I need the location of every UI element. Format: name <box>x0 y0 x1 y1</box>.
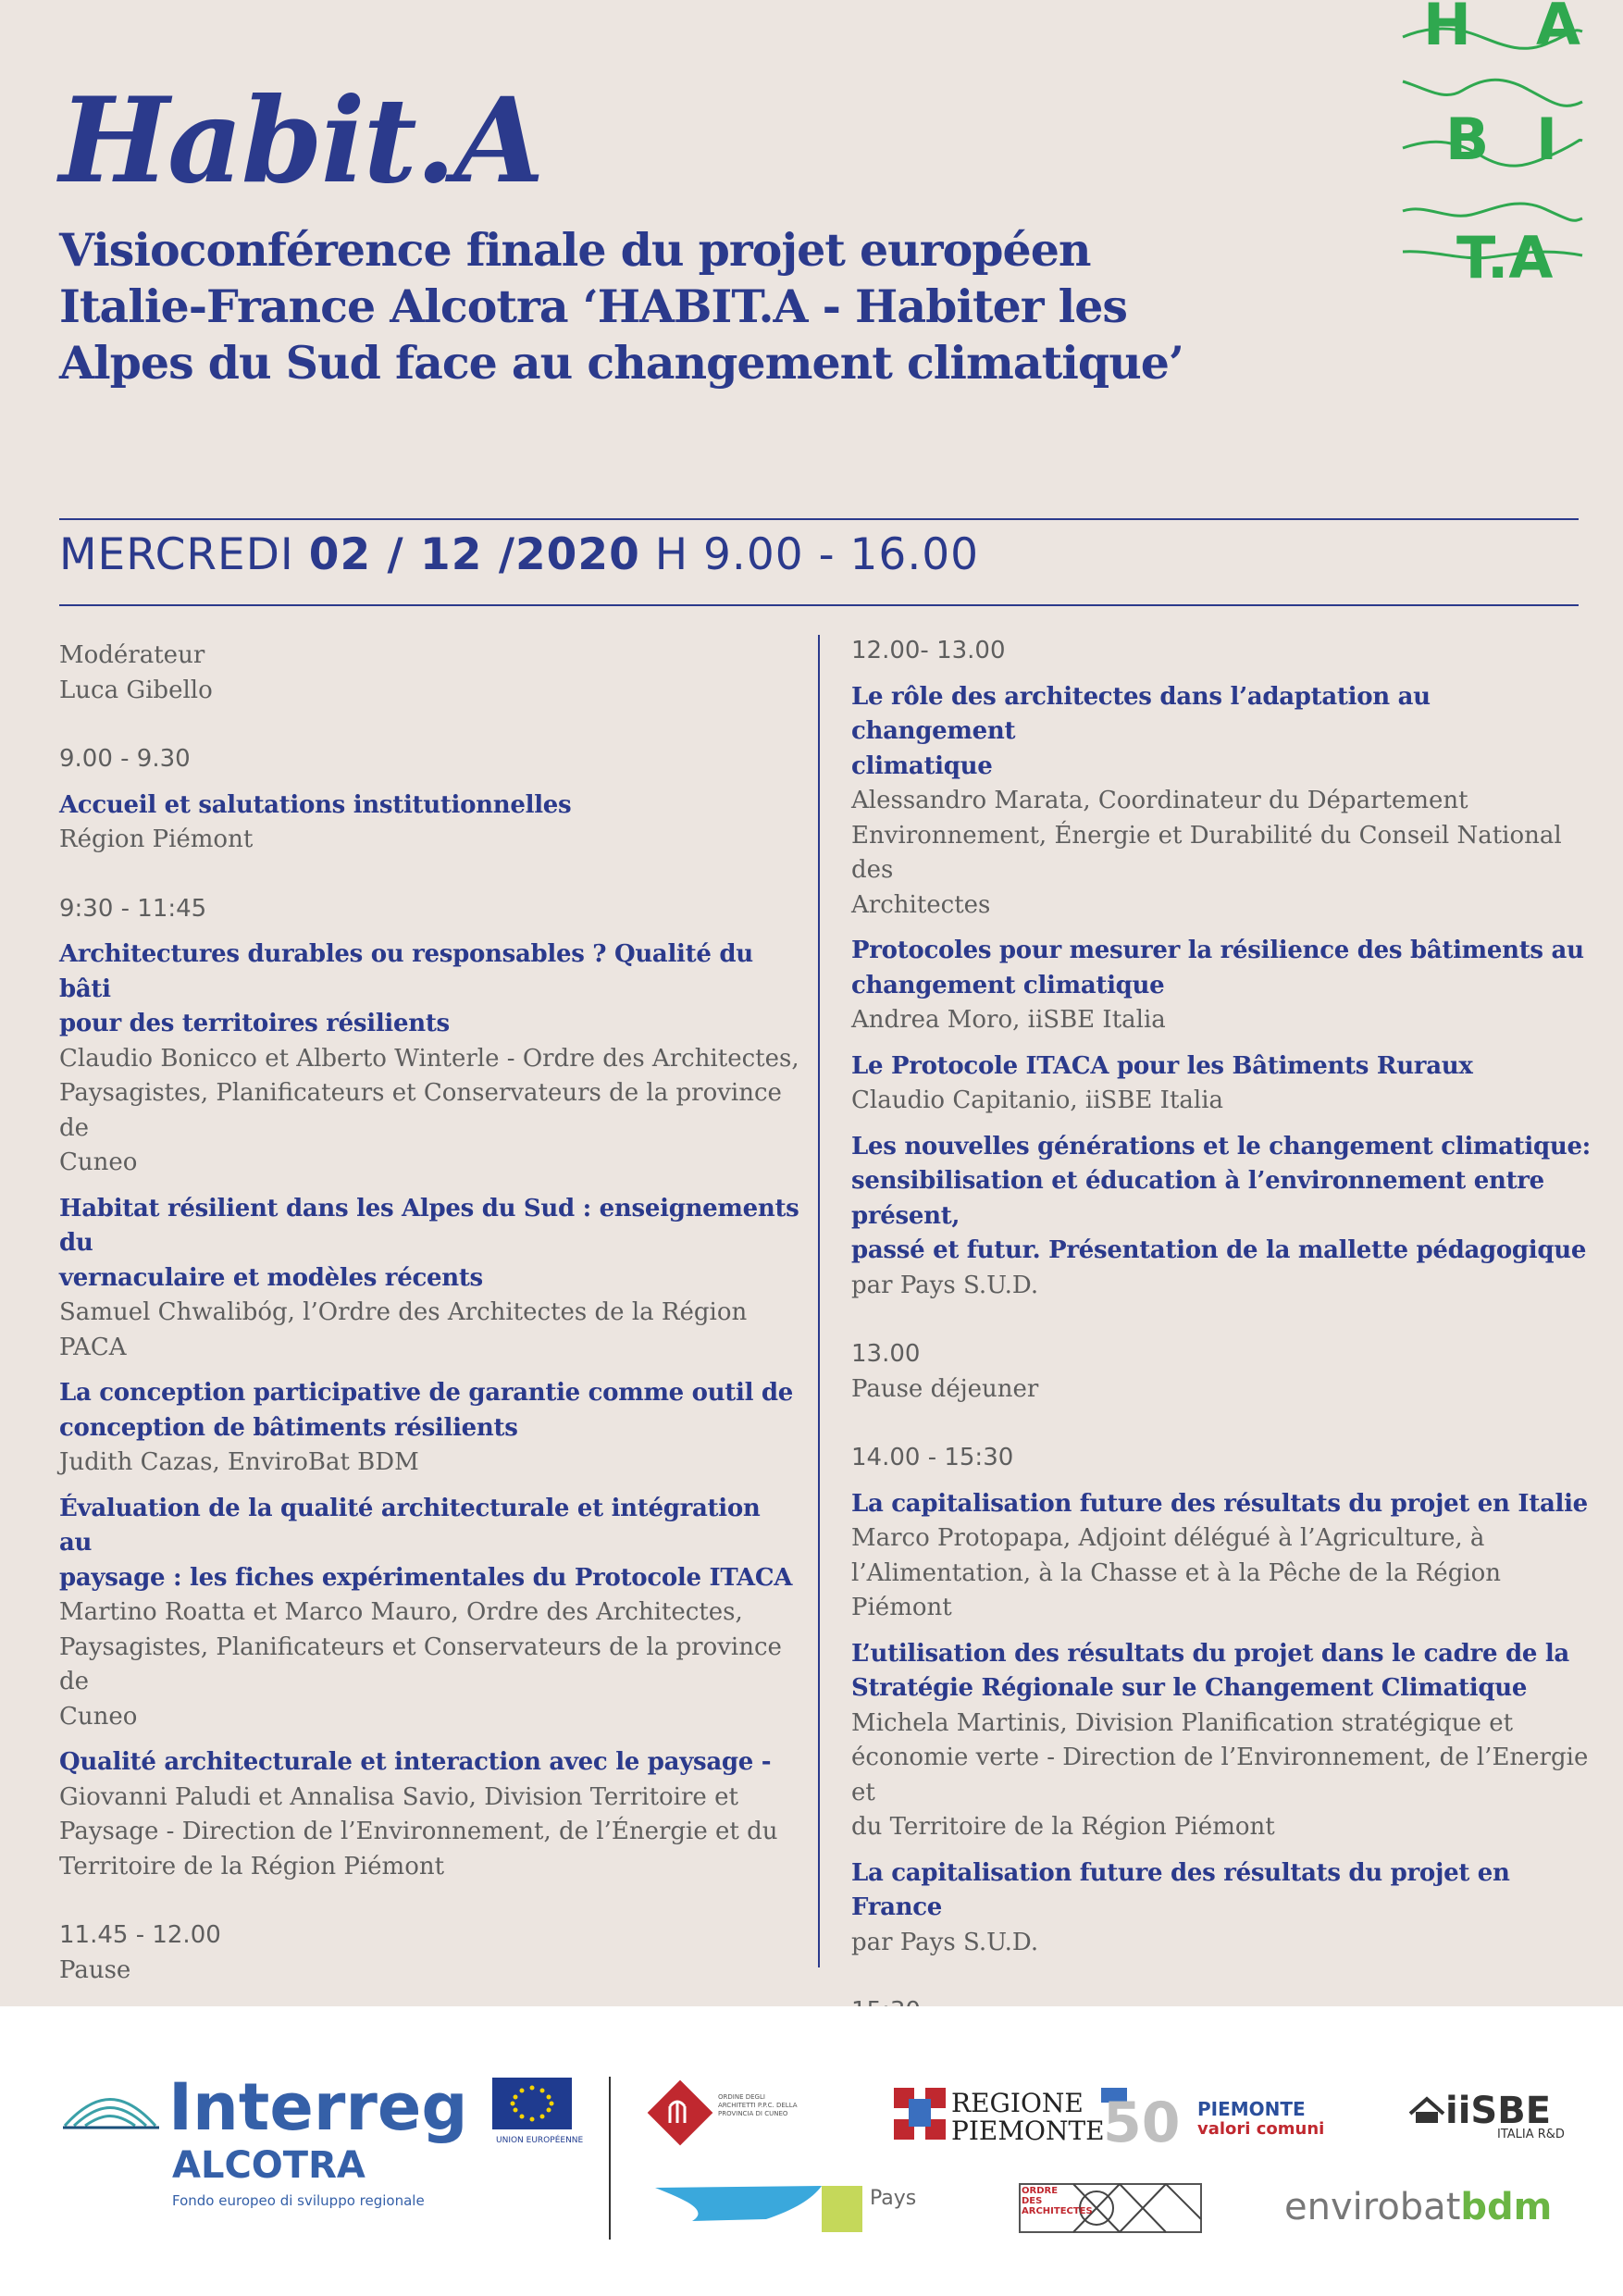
logo-letter: H <box>1423 0 1471 58</box>
session-speaker: Michela Martinis, Division Planification stratégique et <box>851 1708 1514 1737</box>
footer-divider <box>609 2077 611 2240</box>
fondo-text: Fondo europeo di sviluppo regionale <box>172 2192 425 2209</box>
ordine-architetti-cuneo-logo <box>648 2080 805 2154</box>
iisbe-sub: ITALIA R&D <box>1497 2128 1565 2141</box>
pays-wordmark: Pays <box>870 2187 917 2210</box>
piemonte-50-logo <box>1097 2082 1325 2155</box>
session-title: Accueil et salutations institutionnelles <box>59 790 572 819</box>
session-title: climatique <box>851 751 993 780</box>
session-speaker: Giovanni Paludi et Annalisa Savio, Division Territoire et <box>59 1782 738 1811</box>
time-slot: 11.45 - 12.00 <box>59 1921 221 1949</box>
session-speaker: Paysagistes, Planificateurs et Conservateurs de la province de <box>59 1632 782 1695</box>
session-title: pour des territoires résilients <box>59 1010 450 1037</box>
session-title: Le Protocole ITACA pour les Bâtiments Ruraux <box>851 1051 1473 1080</box>
date-hours: H 9.00 - 16.00 <box>654 529 980 580</box>
ordine-text: ORDINE DEGLI ARCHITETTI P.P.C. DELLA PROVINCIA DI CUNEO <box>718 2093 798 2117</box>
session-speaker: par Pays S.U.D. <box>851 1271 1039 1299</box>
iisbe-logo <box>1406 2082 1573 2143</box>
session-speaker: Andrea Moro, iiSBE Italia <box>851 1006 1166 1034</box>
eu-flag <box>492 2078 572 2129</box>
page-title: Habit.A <box>59 72 543 209</box>
session-title: sensibilisation et éducation à l’environnement entre présent, <box>851 1167 1544 1230</box>
session-speaker: par Pays S.U.D. <box>851 1928 1039 1956</box>
eu-text: UNION EUROPÉENNE <box>496 2136 584 2145</box>
top-rule <box>59 518 1579 520</box>
time-slot: 14.00 - 15:30 <box>851 1444 1014 1471</box>
subtitle-line: Visioconférence finale du projet européen <box>59 223 1091 277</box>
alcotra-wordmark: ALCOTRA <box>172 2144 365 2187</box>
session-title: Qualité architecturale et interaction avec le paysage - <box>59 1748 772 1776</box>
session-title: La conception participative de garantie comme outil de <box>59 1379 794 1407</box>
piemonte-valori-2: valori comuni <box>1197 2119 1325 2139</box>
session-speaker: Architectes <box>851 890 991 919</box>
date-day: MERCREDI <box>59 529 294 580</box>
piemonte-valori-1: PIEMONTE <box>1197 2098 1306 2120</box>
session-speaker: du Territoire de la Région Piémont <box>851 1813 1275 1841</box>
ordre-text: ORDRE DES ARCHITECTES <box>1022 2186 1093 2216</box>
page-subtitle <box>59 222 1262 391</box>
session-title: Architectures durables ou responsables ? Qualité du bâti <box>59 940 753 1003</box>
regione-piemonte-logo <box>890 2082 1105 2147</box>
regione-text-2: PIEMONTE <box>951 2116 1105 2146</box>
logo-letter: I <box>1536 105 1558 173</box>
session-speaker: Martino Roatta et Marco Mauro, Ordre des Architectes, <box>59 1598 743 1626</box>
habita-logo <box>1397 0 1582 294</box>
session-speaker: Judith Cazas, EnviroBat BDM <box>59 1448 419 1476</box>
session-title: Les nouvelles générations et le changement climatique: <box>851 1132 1591 1160</box>
moderator-name: Luca Gibello <box>59 676 213 704</box>
iisbe-wordmark: iiSBE <box>1445 2090 1552 2132</box>
moderator-label: Modérateur <box>59 641 205 669</box>
date-line <box>59 529 979 580</box>
session-speaker: Environnement, Énergie et Durabilité du Conseil National des <box>851 821 1562 884</box>
session-speaker: économie verte - Direction de l’Environnement, de l’Energie et <box>851 1744 1589 1806</box>
session-speaker: Région Piémont <box>59 825 254 853</box>
date-value: 02 / 12 /2020 <box>308 529 640 580</box>
session-speaker: Claudio Capitanio, iiSBE Italia <box>851 1086 1224 1114</box>
session-speaker: Alessandro Marata, Coordinateur du Département <box>851 787 1468 814</box>
bottom-rule <box>59 604 1579 606</box>
subtitle-line: Alpes du Sud face au changement climatique’ <box>59 336 1183 390</box>
session-speaker: Claudio Bonicco et Alberto Winterle - Ordre des Architectes, <box>59 1044 799 1073</box>
session-title: paysage : les fiches expérimentales du Protocole ITACA <box>59 1563 793 1592</box>
session-title: La capitalisation future des résultats du projet en Italie <box>851 1489 1588 1518</box>
session-speaker: Cuneo <box>59 1148 138 1176</box>
session-title: Protocoles pour mesurer la résilience des bâtiments au <box>851 937 1584 964</box>
session-title: conception de bâtiments résilients <box>59 1413 518 1442</box>
envirobat-wordmark: envirobat <box>1284 2186 1461 2228</box>
session-title: L’utilisation des résultats du projet dans le cadre de la <box>851 1639 1569 1668</box>
lunch-label: Pause déjeuner <box>851 1374 1039 1403</box>
session-title: changement climatique <box>851 971 1165 999</box>
time-slot: 13.00 <box>851 1340 921 1368</box>
session-speaker: Cuneo <box>59 1702 138 1731</box>
logo-letter: A <box>1536 0 1580 58</box>
session-speaker: Paysagistes, Planificateurs et Conservateurs de la province de <box>59 1079 782 1142</box>
program-left-column <box>59 639 799 1988</box>
time-slot: 12.00- 13.00 <box>851 637 1006 664</box>
session-title: Le rôle des architectes dans l’adaptation au changement <box>851 682 1431 745</box>
session-title: Évaluation de la qualité architecturale et intégration au <box>59 1494 761 1557</box>
interreg-wordmark: Interreg <box>168 2069 468 2145</box>
session-speaker: l’Alimentation, à la Chasse et à la Pêche de la Région Piémont <box>851 1558 1502 1621</box>
interreg-alcotra-logo <box>59 2068 584 2216</box>
regione-text-1: REGIONE <box>951 2088 1084 2118</box>
session-speaker: Paysage - Direction de l’Environnement, de l’Énergie et du <box>59 1818 778 1845</box>
program-right-column <box>851 634 1592 2167</box>
column-divider <box>818 635 820 1967</box>
pays-sud-logo <box>655 2182 933 2238</box>
logo-letter: B <box>1445 105 1490 173</box>
time-slot: 9.00 - 9.30 <box>59 745 191 773</box>
session-title: Stratégie Régionale sur le Changement Climatique <box>851 1674 1528 1702</box>
session-speaker: Territoire de la Région Piémont <box>59 1852 445 1880</box>
session-title: vernaculaire et modèles récents <box>59 1263 483 1292</box>
session-title: passé et futur. Présentation de la mallette pédagogique <box>851 1236 1587 1264</box>
time-slot: 9:30 - 11:45 <box>59 894 207 923</box>
session-title: La capitalisation future des résultats du projet en France <box>851 1858 1510 1921</box>
logo-letter: T.A <box>1456 224 1554 292</box>
pause-label: Pause <box>59 1955 131 1984</box>
session-title: Habitat résilient dans les Alpes du Sud : enseignements du <box>59 1194 799 1257</box>
subtitle-line: Italie-France Alcotra ‘HABIT.A - Habiter les <box>59 279 1128 333</box>
envirobat-bdm-logo <box>1284 2186 1552 2228</box>
piemonte-50-number: 50 <box>1103 2091 1181 2155</box>
session-speaker: Marco Protopapa, Adjoint délégué à l’Agriculture, à <box>851 1524 1485 1552</box>
bdm-wordmark: bdm <box>1460 2186 1553 2228</box>
ordre-architectes-logo <box>1018 2182 1203 2234</box>
session-speaker: Samuel Chwalibóg, l’Ordre des Architectes de la Région PACA <box>59 1298 748 1361</box>
